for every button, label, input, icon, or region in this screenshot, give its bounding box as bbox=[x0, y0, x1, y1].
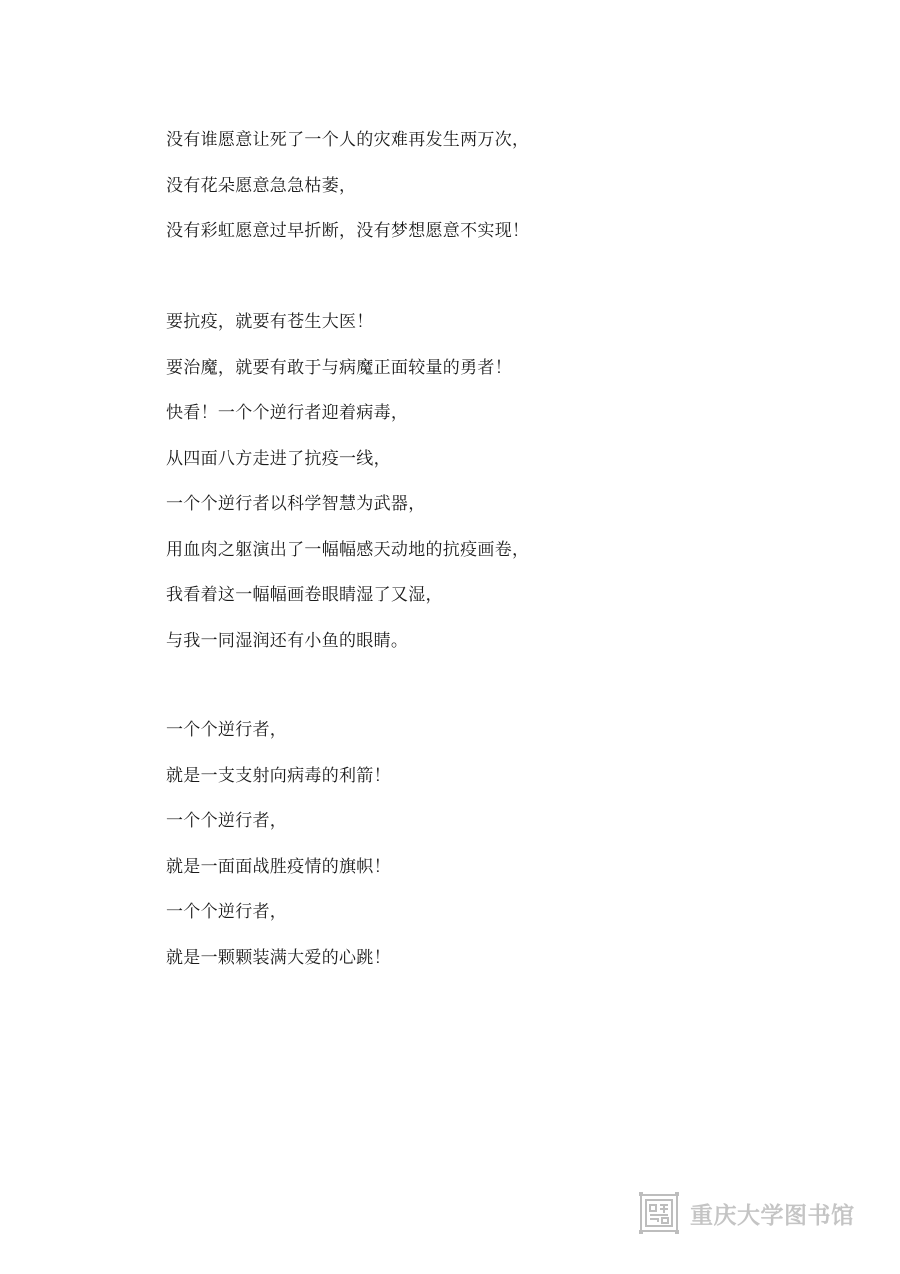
poem-line: 与我一同湿润还有小鱼的眼睛。 bbox=[166, 630, 409, 651]
poem-line: 我看着这一幅幅画卷眼睛湿了又湿， bbox=[166, 585, 443, 605]
library-name: 重庆大学图书馆 bbox=[690, 1202, 855, 1229]
poem-line: 就是一面面战胜疫情的旗帜！ bbox=[166, 856, 391, 877]
stanza bbox=[166, 300, 529, 664]
poem-line: 一个个逆行者， bbox=[166, 720, 288, 740]
poem-line: 一个个逆行者以科学智慧为武器， bbox=[166, 494, 426, 514]
stanza bbox=[166, 708, 391, 981]
library-seal-icon bbox=[638, 1191, 680, 1235]
poem-line: 就是一支支射向病毒的利箭！ bbox=[166, 765, 391, 786]
poem-line: 一个个逆行者， bbox=[166, 902, 288, 922]
library-watermark bbox=[638, 1191, 855, 1235]
poem-line: 没有谁愿意让死了一个人的灾难再发生两万次， bbox=[166, 130, 530, 150]
poem-line: 一个个逆行者， bbox=[166, 811, 288, 831]
poem-line: 没有花朵愿意急急枯萎， bbox=[166, 175, 357, 196]
poem-line: 用血肉之躯演出了一幅幅感天动地的抗疫画卷， bbox=[166, 539, 530, 560]
poem-line: 从四面八方走进了抗疫一线， bbox=[166, 448, 391, 469]
poem-line: 要治魔，就要有敢于与病魔正面较量的勇者！ bbox=[166, 357, 512, 378]
poem-line: 没有彩虹愿意过早折断，没有梦想愿意不实现！ bbox=[166, 221, 530, 241]
poem-line: 要抗疫，就要有苍生大医！ bbox=[166, 312, 374, 332]
stanza bbox=[166, 118, 529, 255]
poem-line: 快看！一个个逆行者迎着病毒， bbox=[166, 403, 409, 423]
poem-line: 就是一颗颗装满大爱的心跳！ bbox=[166, 947, 391, 968]
